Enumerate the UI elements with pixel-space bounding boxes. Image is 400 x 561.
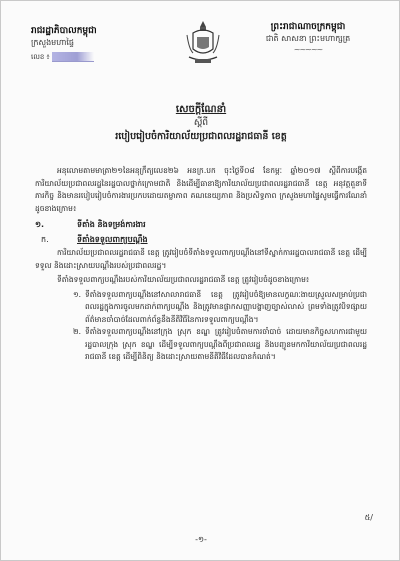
document-subject: របៀបរៀបចំការិយាល័យប្រជាពលរដ្ឋរាជធានី ខេត្ត	[115, 131, 287, 142]
ministry-name: ក្រសួងមហាផ្ទៃ	[31, 38, 75, 47]
subsection-heading	[35, 233, 367, 247]
body-paragraph-1: ការិយាល័យប្រជាពលរដ្ឋរាជធានី ខេត្ត ត្រូវរៀបចំទីតាំងទទួលពាក្យបណ្តឹងនៅទីស្នាក់ការរដ្ឋបាលរាជធានី ខេត្ត ដើម្បីទទួល និងដោះស្រាយបណ្តឹងរបស់ប្រជាពលរដ្ឋ។	[35, 248, 367, 270]
header-left	[31, 25, 161, 63]
reference-label: លេខ ៖	[31, 53, 50, 61]
list-item	[53, 326, 367, 364]
section-heading	[35, 218, 367, 232]
initials-mark: ៥/	[364, 513, 373, 522]
list-item-number: ១.	[72, 289, 81, 299]
section-title: ទីតាំង និងទម្រង់ការងារ	[77, 220, 146, 229]
subsection-title: ទីតាំងទទួលពាក្យបណ្តឹង	[77, 235, 148, 244]
list-item	[53, 289, 367, 327]
numbered-list	[35, 289, 367, 364]
header-right	[243, 21, 373, 54]
section-number: ១.	[35, 220, 45, 229]
royal-emblem-icon	[183, 19, 223, 67]
ornament-divider: ~~~~~	[293, 45, 323, 54]
list-item-text: ទីតាំងទទួលពាក្យបណ្តឹងនៅសាលារាជធានី ខេត្ត ត្រូវរៀបចំឱ្យមានលក្ខណៈងាយស្រួលសម្រាប់ប្រជាពលរដ្ឋក្នុងការចូលមកដាក់ពាក្យបណ្តឹង និងត្រូវមានផ្លាកសញ្ញាបង្ហាញច្បាស់លាស់ ព្រមទាំងត្រូវបិទផ្សាយព័ត៌មានចាំបាច់ដែលពាក់ព័ន្ធនឹងនីតិវិធីនៃការទទួលពាក្យបណ្តឹង។	[85, 289, 367, 324]
intro-paragraph: អនុលោមតាមមាត្រា២១នៃអនុក្រឹត្យលេខ២៦ អនក្រ.បក ចុះថ្ងៃទី០៨ ខែកម្ភៈ ឆ្នាំ២០១៧ ស្តីពីការបង្កើតការិយាល័យប្រជាពលរដ្ឋនៃរដ្ឋបាលថ្នាក់ក្រោមជាតិ និងដើម្បីធានាឱ្យការិយាល័យប្រជាពលរដ្ឋរាជធានី ខេត្ត អនុវត្តតួនាទី ភារកិច្ច និងមានរបៀបរៀបចំការងារប្រកបដោយតម្លាភាព គណនេយ្យភាព និងប្រសិទ្ធភាព ក្រសួងមហាផ្ទៃសូមធ្វើការណែនាំដូចខាងក្រោម៖	[35, 166, 367, 213]
subsection-number: ក.	[41, 235, 49, 244]
kingdom-name: ព្រះរាជាណាចក្រកម្ពុជា	[270, 22, 346, 32]
list-item-number: ២.	[72, 327, 81, 336]
title-about: ស្តីពី	[193, 118, 209, 128]
government-name: រាជរដ្ឋាភិបាលកម្ពុជា	[31, 26, 97, 36]
list-item-text: ទីតាំងទទួលពាក្យបណ្តឹងនៅក្រុង ស្រុក ខណ្ឌ ត្រូវរៀបចំតាមការចាំបាច់ ដោយមានកិច្ចសហការជាមួយរដ្ឋបាលក្រុង ស្រុក ខណ្ឌ ដើម្បីទទួលពាក្យបណ្តឹងពីប្រជាពលរដ្ឋ និងបញ្ជូនមកការិយាល័យប្រជាពលរដ្ឋរាជធានី ខេត្ត ដើម្បីពិនិត្យ និងដោះស្រាយតាមនីតិវិធីដែលបានកំណត់។	[85, 327, 367, 361]
reference-stamp	[52, 52, 94, 62]
national-motto: ជាតិ សាសនា ព្រះមហាក្សត្រ	[265, 34, 351, 43]
reference-number	[31, 52, 161, 63]
document-body	[35, 165, 367, 364]
page-number: -១-	[195, 535, 207, 544]
title-block	[1, 103, 400, 144]
document-title: សេចក្តីណែនាំ	[175, 104, 227, 115]
body-paragraph-2: ទីតាំងទទួលពាក្យបណ្តឹងរបស់ការិយាល័យប្រជាពលរដ្ឋរាជធានី ខេត្ត ត្រូវរៀបចំដូចខាងក្រោម៖	[57, 275, 310, 284]
